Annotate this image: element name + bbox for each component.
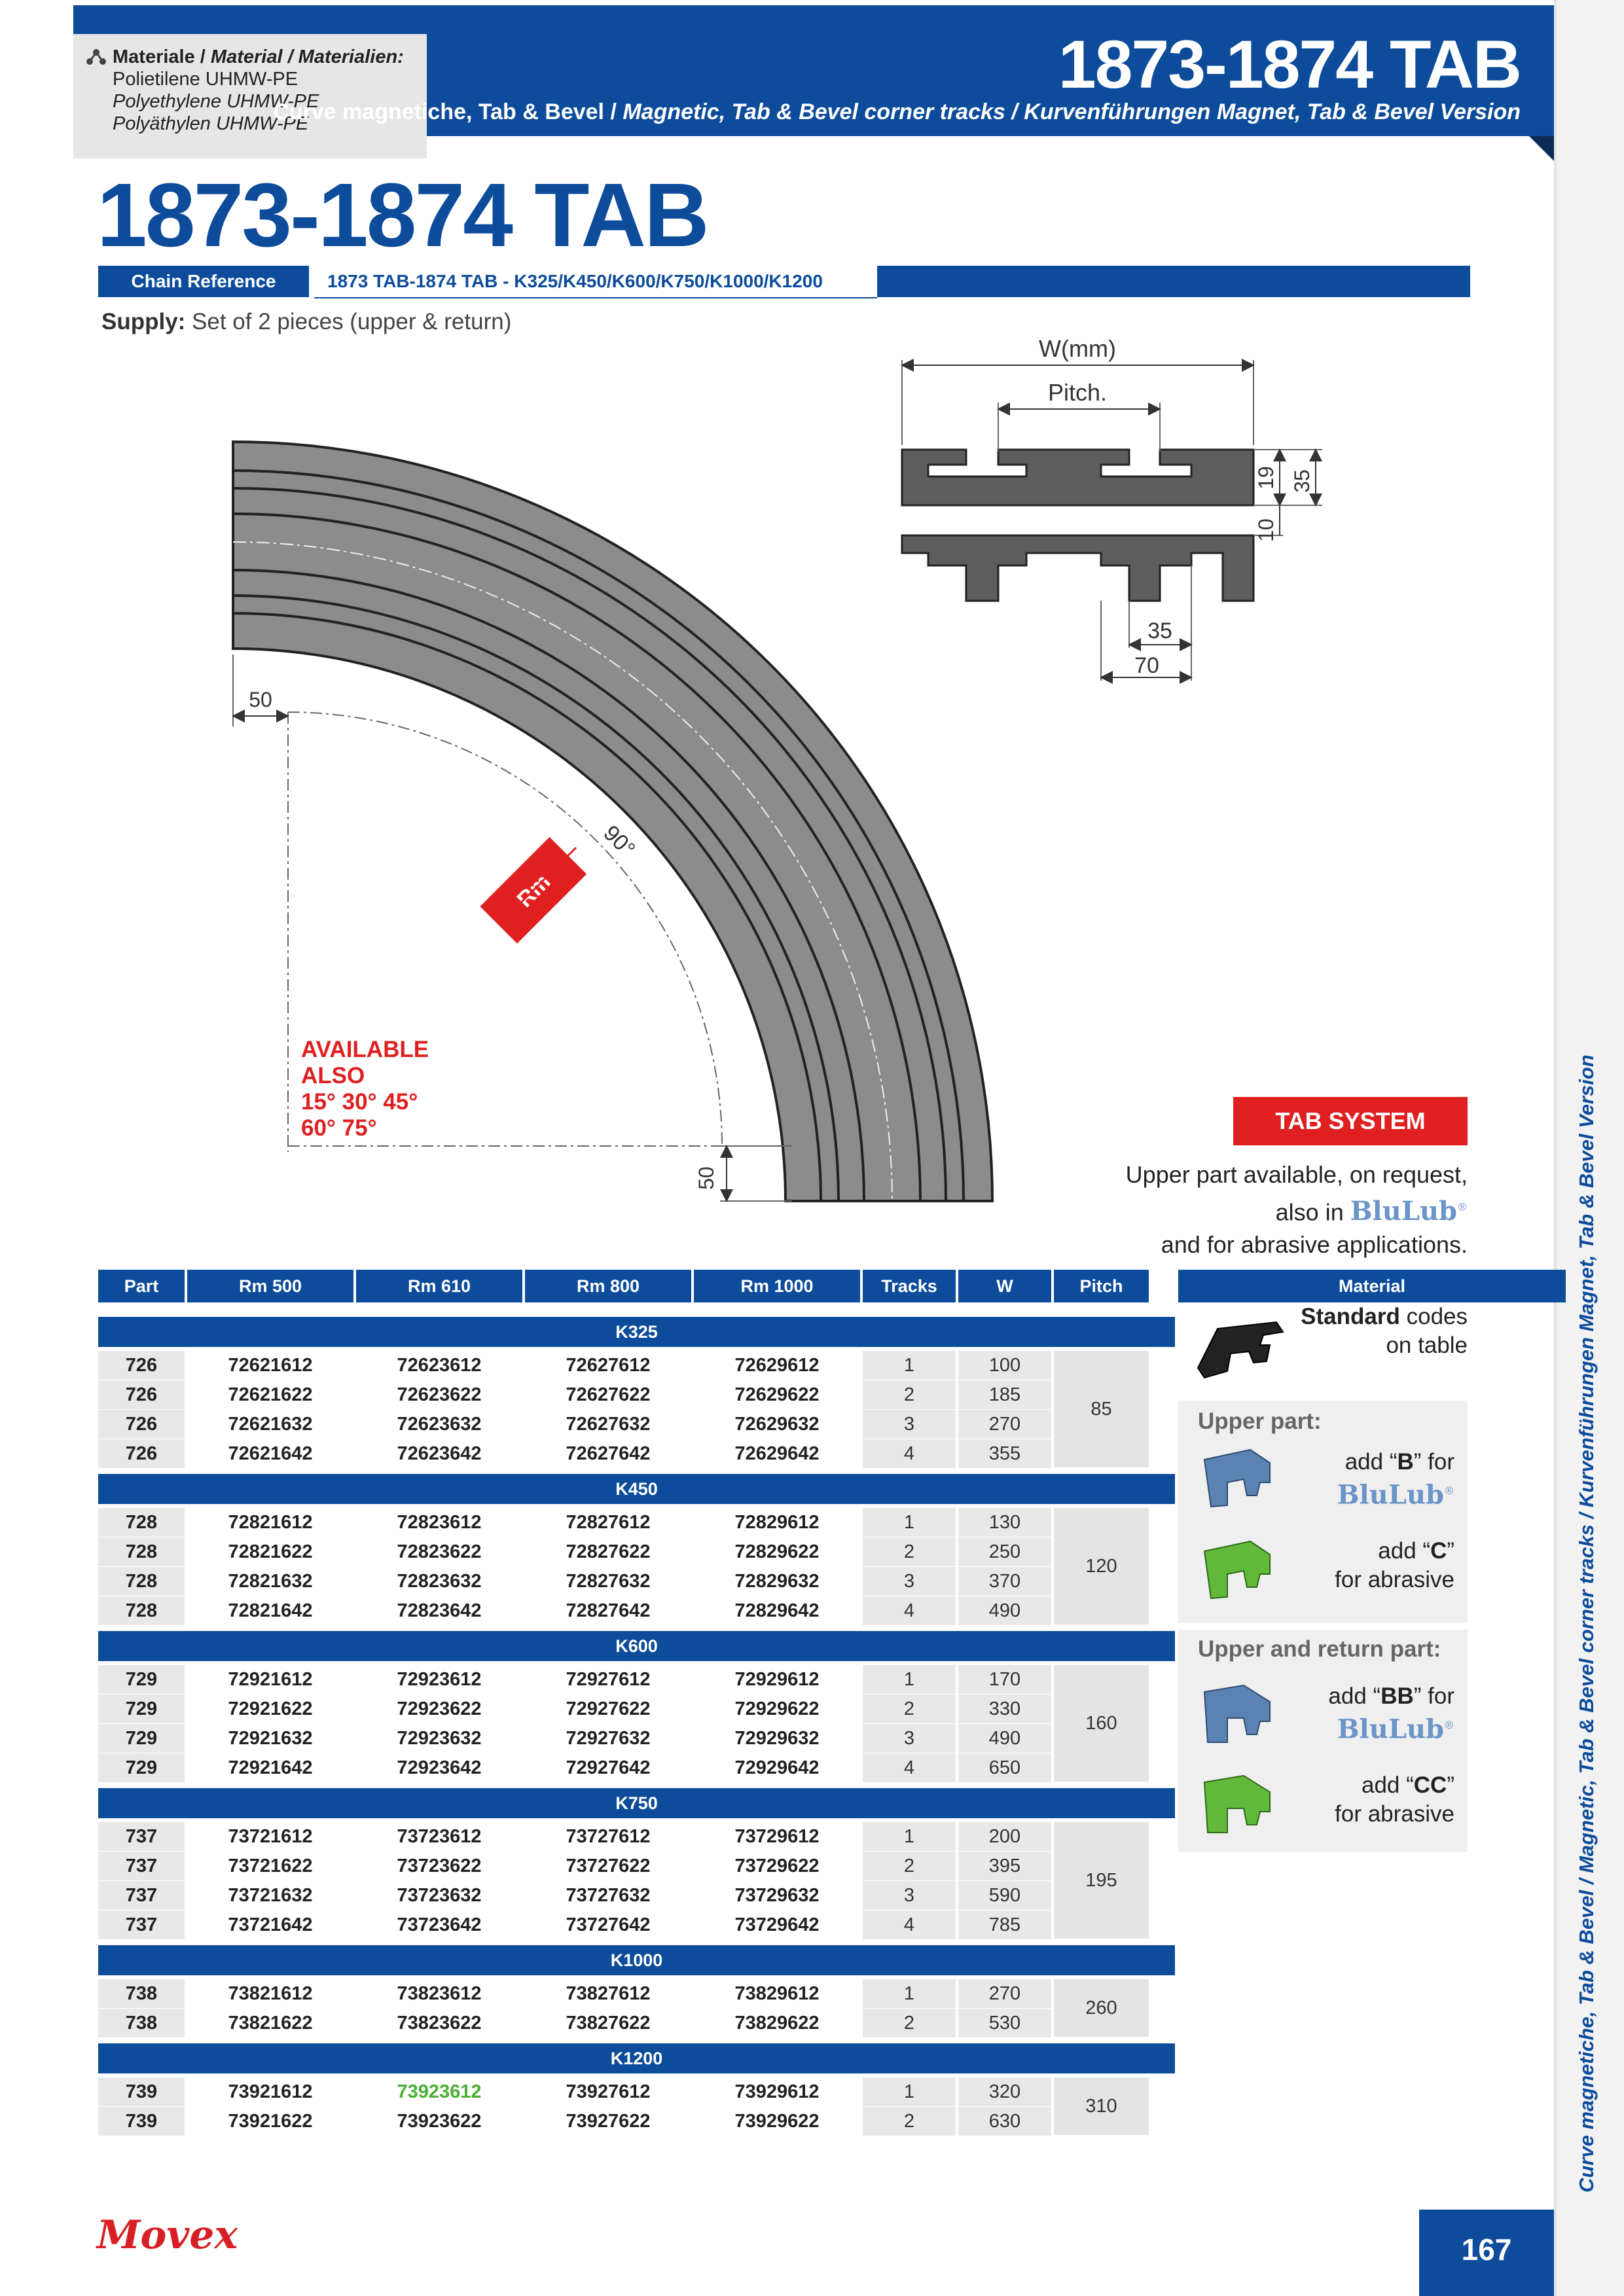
page-title: 1873-1874 TAB — [97, 165, 708, 266]
abrasive-profile-icon — [1198, 1538, 1276, 1604]
header-subtitle-plain: Curve magnetiche, Tab & Bevel / — [273, 99, 623, 124]
upper-return-title: Upper and return part: — [1198, 1636, 1441, 1662]
rm500-cell: 72821622 — [228, 1541, 313, 1562]
dim-10: 10 — [1254, 518, 1278, 542]
rm610-cell: 72623632 — [397, 1414, 482, 1435]
rm500-cell: 73721642 — [228, 1914, 313, 1935]
tracks-cell: 4 — [903, 1443, 915, 1464]
tracks-cell: 1 — [903, 1983, 915, 2004]
tracks-cell: 1 — [903, 1512, 915, 1533]
table-header-cell: Tracks — [863, 1270, 956, 1302]
tab-system-note — [1060, 1158, 1468, 1261]
tracks-cell: 2 — [903, 1384, 915, 1405]
tracks-cell: 4 — [903, 1600, 915, 1621]
standard-rest: codes — [1399, 1304, 1468, 1329]
standard-bold: Standard — [1301, 1304, 1400, 1329]
rm800-cell: 72827612 — [566, 1512, 651, 1533]
rm1000-cell: 73729612 — [734, 1826, 820, 1847]
dim-19: 19 — [1254, 466, 1278, 490]
rm800-cell: 72827622 — [566, 1541, 651, 1562]
rm500-cell: 73921612 — [228, 2081, 313, 2102]
table-header-cell: Material — [1178, 1270, 1566, 1302]
rm500-cell: 72921612 — [228, 1669, 313, 1690]
upper-return-bb-text — [1328, 1682, 1454, 1744]
available-line-2: ALSO — [301, 1063, 365, 1088]
chain-reference-label: Chain Reference — [98, 266, 309, 297]
dim-50-bottom: 50 — [695, 1166, 718, 1190]
rm500-cell: 72621612 — [228, 1355, 313, 1376]
tracks-cell: 2 — [903, 1541, 915, 1562]
upper-c-text — [1335, 1537, 1454, 1594]
table-row — [98, 2107, 1080, 2136]
blulub-logo-text: BluLub — [1337, 1479, 1444, 1511]
rm800-cell: 72627632 — [566, 1414, 651, 1435]
header-title: 1873-1874 TAB — [1058, 27, 1521, 103]
table-row — [98, 1881, 1080, 1910]
part-cell: 737 — [125, 1914, 158, 1935]
blulub-mark: ® — [1457, 1201, 1468, 1213]
rm800-cell: 73727612 — [566, 1826, 651, 1847]
rm500-cell: 72921622 — [228, 1698, 313, 1719]
rm800-cell: 73827612 — [566, 1983, 651, 2004]
part-cell: 738 — [125, 2013, 158, 2034]
upper-return-cc-suffix: ” — [1447, 1772, 1454, 1798]
rm800-cell: 73727642 — [566, 1914, 651, 1935]
table-header-cell: Rm 1000 — [694, 1270, 860, 1302]
rm500-cell: 73721622 — [228, 1856, 313, 1876]
rm500-cell: 72621632 — [228, 1414, 313, 1435]
rm1000-cell: 73929622 — [734, 2111, 820, 2132]
rm610-cell: 73923622 — [397, 2111, 482, 2132]
table-row — [98, 2009, 1080, 2038]
tab-system-badge: TAB SYSTEM — [1233, 1097, 1468, 1145]
rm800-cell: 73727622 — [566, 1856, 651, 1876]
rm1000-cell: 72629622 — [734, 1384, 820, 1405]
part-cell: 738 — [125, 1983, 158, 2004]
rm800-cell: 72927622 — [566, 1698, 651, 1719]
part-cell: 728 — [125, 1600, 158, 1621]
part-cell: 728 — [125, 1541, 158, 1562]
molecule-icon — [86, 48, 106, 65]
table-row — [98, 1695, 1080, 1724]
w-cell: 530 — [988, 2013, 1021, 2034]
tab-system-line-3: and for abrasive applications. — [1161, 1231, 1468, 1259]
part-cell: 739 — [125, 2111, 158, 2132]
rm610-cell: 73723612 — [397, 1826, 482, 1847]
table-group-header: K750 — [98, 1788, 1175, 1818]
w-cell: 185 — [988, 1384, 1021, 1405]
w-cell: 250 — [988, 1541, 1021, 1562]
w-cell: 170 — [988, 1669, 1021, 1690]
w-cell: 490 — [988, 1600, 1021, 1621]
rm610-cell: 73823622 — [397, 2013, 482, 2034]
rm800-cell: 73727632 — [566, 1885, 651, 1906]
tracks-cell: 4 — [903, 1757, 915, 1778]
table-row — [98, 1753, 1080, 1783]
rm610-cell: 72823612 — [397, 1512, 482, 1533]
material-english: Polyethylene UHMW-PE — [113, 91, 319, 112]
rm610-cell: 72823622 — [397, 1541, 482, 1562]
abrasive-double-profile-icon — [1198, 1772, 1276, 1838]
pitch-cell: 195 — [1054, 1822, 1149, 1939]
rm610-cell: 73723642 — [397, 1914, 482, 1935]
table-row — [98, 1351, 1080, 1380]
w-cell: 100 — [988, 1355, 1021, 1376]
upper-return-bb-prefix: add “ — [1328, 1683, 1381, 1709]
blulub-mark: ® — [1444, 1484, 1454, 1497]
blulub-logo-text: BluLub — [1337, 1713, 1444, 1745]
part-cell: 737 — [125, 1856, 158, 1876]
upper-return-bb-code: BB — [1380, 1683, 1414, 1709]
w-cell: 370 — [988, 1571, 1021, 1592]
chain-reference-value: 1873 TAB-1874 TAB - K325/K450/K600/K750/K1000/K1200 — [327, 271, 823, 291]
blulub-logo-text: BluLub — [1350, 1196, 1457, 1227]
rm500-cell: 72921632 — [228, 1728, 313, 1749]
rm610-cell: 72923632 — [397, 1728, 482, 1749]
upper-c-prefix: add “ — [1378, 1538, 1431, 1564]
rm610-cell: 72623642 — [397, 1443, 482, 1464]
rm610-cell: 72823632 — [397, 1571, 482, 1592]
rm610-cell: 72923642 — [397, 1757, 482, 1778]
tracks-cell: 2 — [903, 2013, 915, 2034]
tracks-cell: 2 — [903, 1856, 915, 1876]
rm500-cell: 73721632 — [228, 1885, 313, 1906]
table-group-header: K600 — [98, 1631, 1175, 1661]
pitch-cell: 260 — [1054, 1979, 1149, 2037]
pitch-cell: 85 — [1054, 1351, 1149, 1467]
w-cell: 320 — [988, 2081, 1021, 2102]
table-row — [98, 1724, 1080, 1753]
rm500-cell: 72821642 — [228, 1600, 313, 1621]
rm1000-cell: 72629612 — [734, 1355, 820, 1376]
upper-return-cc-code: CC — [1413, 1772, 1447, 1798]
table-group-header: K325 — [98, 1317, 1175, 1347]
available-line-1: AVAILABLE — [301, 1037, 429, 1062]
rm610-cell: 73923612 — [397, 2081, 482, 2102]
tracks-cell: 2 — [903, 2111, 915, 2132]
tracks-cell: 3 — [903, 1885, 915, 1906]
table-header-cell: Rm 610 — [356, 1270, 522, 1302]
rm1000-cell: 73729642 — [734, 1914, 820, 1935]
part-cell: 729 — [125, 1757, 158, 1778]
rm610-cell: 72923612 — [397, 1669, 482, 1690]
tab-system-line-2-prefix: also in — [1275, 1198, 1350, 1226]
w-cell: 490 — [988, 1728, 1021, 1749]
part-cell: 729 — [125, 1669, 158, 1690]
part-cell: 728 — [125, 1571, 158, 1592]
side-vertical-caption: Curve magnetiche, Tab & Bevel / Magnetic, Tab & Bevel corner tracks / Kurvenführungen Magnet, Tab & Bevel Version — [1575, 1054, 1598, 2193]
tab-system-line-1: Upper part available, on request, — [1125, 1161, 1468, 1188]
rm500-cell: 73821612 — [228, 1983, 313, 2004]
blulub-double-profile-icon — [1198, 1682, 1276, 1748]
table-row — [98, 1910, 1080, 1940]
available-line-4: 60° 75° — [301, 1115, 377, 1141]
table-group-header: K450 — [98, 1474, 1175, 1504]
materials-box — [73, 34, 427, 158]
rm610-cell: 72923622 — [397, 1698, 482, 1719]
rm800-cell: 72927642 — [566, 1757, 651, 1778]
cross-section — [902, 335, 1322, 681]
w-cell: 590 — [988, 1885, 1021, 1906]
rm1000-cell: 72829612 — [734, 1512, 820, 1533]
rm1000-cell: 72929632 — [734, 1728, 820, 1749]
rm610-cell: 73723622 — [397, 1856, 482, 1876]
dim-35-side: 35 — [1290, 469, 1314, 493]
tab-system-line-2 — [1060, 1191, 1468, 1229]
material-column — [1178, 1302, 1468, 1892]
rm1000-cell: 72829632 — [734, 1571, 820, 1592]
rm800-cell: 72927632 — [566, 1728, 651, 1749]
dim-50-left: 50 — [249, 688, 272, 711]
tracks-cell: 4 — [903, 1914, 915, 1935]
rm800-cell: 72627622 — [566, 1384, 651, 1405]
side-divider — [1554, 0, 1557, 2296]
table-row — [98, 2077, 1080, 2107]
table-row — [98, 1537, 1080, 1567]
tracks-cell: 1 — [903, 1669, 915, 1690]
table-row — [98, 1822, 1080, 1852]
rm500-cell: 73821622 — [228, 2013, 313, 2034]
rm1000-cell: 73729632 — [734, 1885, 820, 1906]
upper-c-line-2: for abrasive — [1335, 1567, 1454, 1592]
w-cell: 785 — [988, 1914, 1021, 1935]
upper-return-cc-prefix: add “ — [1362, 1772, 1414, 1798]
rm610-cell: 72823642 — [397, 1600, 482, 1621]
table-row — [98, 1410, 1080, 1439]
table-row — [98, 1439, 1080, 1469]
rm1000-cell: 72629632 — [734, 1414, 820, 1435]
upper-b-text — [1337, 1448, 1454, 1509]
table-row — [98, 1979, 1080, 2009]
rm800-cell: 73927622 — [566, 2111, 651, 2132]
rm800-cell: 73827622 — [566, 2013, 651, 2034]
rm610-cell: 73723632 — [397, 1885, 482, 1906]
table-header-cell: Rm 800 — [525, 1270, 691, 1302]
w-cell: 330 — [988, 1698, 1021, 1719]
blulub-logo — [1337, 1477, 1454, 1509]
rm1000-cell: 73929612 — [734, 2081, 820, 2102]
standard-line-2: on table — [1386, 1333, 1468, 1358]
tracks-cell: 2 — [903, 1698, 915, 1719]
table-group-header: K1000 — [98, 1945, 1175, 1975]
rm500-cell: 73721612 — [228, 1826, 313, 1847]
part-cell: 739 — [125, 2081, 158, 2102]
material-italian: Polietilene UHMW-PE — [113, 69, 298, 90]
curve-drawing — [0, 314, 1375, 1230]
rm800-cell: 72627642 — [566, 1443, 651, 1464]
table-header-cell: W — [958, 1270, 1051, 1302]
w-cell: 200 — [988, 1826, 1021, 1847]
upper-return-bb-suffix: ” for — [1413, 1683, 1454, 1709]
pitch-cell: 310 — [1054, 2077, 1149, 2135]
header-subtitle-italic: Magnetic, Tab & Bevel corner tracks / Kurvenführungen Magnet, Tab & Bevel Version — [623, 99, 1521, 124]
w-cell: 130 — [988, 1512, 1021, 1533]
rm500-cell: 72821612 — [228, 1512, 313, 1533]
table-row — [98, 1567, 1080, 1596]
materials-heading — [113, 46, 427, 68]
tracks-cell: 1 — [903, 1826, 915, 1847]
rm610-cell: 72623612 — [397, 1355, 482, 1376]
tracks-cell: 3 — [903, 1571, 915, 1592]
standard-text — [1301, 1302, 1468, 1360]
part-cell: 729 — [125, 1728, 158, 1749]
table-row — [98, 1596, 1080, 1626]
rm1000-cell: 73829622 — [734, 2013, 820, 2034]
rm800-cell: 73927612 — [566, 2081, 651, 2102]
rm500-cell: 73921622 — [228, 2111, 313, 2132]
dim-35-bottom: 35 — [1147, 619, 1172, 643]
upper-b-code: B — [1397, 1449, 1414, 1475]
supply-text: Set of 2 pieces (upper & return) — [185, 309, 512, 334]
w-cell: 270 — [988, 1414, 1021, 1435]
blulub-mark: ® — [1444, 1719, 1454, 1731]
rm1000-cell: 72929642 — [734, 1757, 820, 1778]
rm1000-cell: 72829642 — [734, 1600, 820, 1621]
rm800-cell: 72927612 — [566, 1669, 651, 1690]
upper-part-title: Upper part: — [1198, 1408, 1322, 1434]
w-cell: 630 — [988, 2111, 1021, 2132]
part-cell: 729 — [125, 1698, 158, 1719]
header-subtitle — [273, 99, 1521, 125]
movex-logo: Movex — [97, 2212, 238, 2258]
w-cell: 355 — [988, 1443, 1021, 1464]
upper-return-cc-line-2: for abrasive — [1335, 1801, 1454, 1827]
table-header-cell: Part — [98, 1270, 185, 1302]
upper-return-cc-text — [1335, 1771, 1454, 1829]
rm1000-cell: 72929622 — [734, 1698, 820, 1719]
tracks-cell: 3 — [903, 1728, 915, 1749]
rm500-cell: 72621642 — [228, 1443, 313, 1464]
rm500-cell: 72921642 — [228, 1757, 313, 1778]
rm610-cell: 72623622 — [397, 1384, 482, 1405]
dim-w: W(mm) — [1039, 335, 1116, 362]
header-corner-decoration — [1529, 136, 1554, 161]
upper-c-code: C — [1430, 1538, 1447, 1564]
rm1000-cell: 72629642 — [734, 1443, 820, 1464]
table-row — [98, 1508, 1080, 1537]
part-cell: 726 — [125, 1384, 158, 1405]
table-header-cell: Rm 500 — [187, 1270, 353, 1302]
blulub-logo — [1328, 1711, 1454, 1744]
part-cell: 737 — [125, 1826, 158, 1847]
rm500-cell: 72821632 — [228, 1571, 313, 1592]
dim-70: 70 — [1134, 653, 1159, 678]
dim-pitch: Pitch. — [1047, 379, 1108, 406]
rm500-cell: 72621622 — [228, 1384, 313, 1405]
blulub-logo — [1350, 1196, 1468, 1227]
rm1000-cell: 73829612 — [734, 1983, 820, 2004]
upper-b-prefix: add “ — [1344, 1449, 1398, 1475]
table-row — [98, 1852, 1080, 1881]
available-line-3: 15° 30° 45° — [301, 1089, 418, 1115]
page-number: 167 — [1461, 2233, 1512, 2267]
part-cell: 728 — [125, 1512, 158, 1533]
table-header-cell: Pitch — [1054, 1270, 1149, 1302]
materials-heading-italic: Material / Materialien: — [210, 46, 404, 67]
blulub-profile-icon — [1198, 1446, 1276, 1512]
pitch-cell: 160 — [1054, 1665, 1149, 1782]
pitch-cell: 120 — [1054, 1508, 1149, 1624]
materials-heading-plain: Materiale / — [113, 46, 211, 67]
rm800-cell: 72827632 — [566, 1571, 651, 1592]
upper-b-suffix: ” for — [1413, 1449, 1454, 1475]
tracks-cell: 1 — [903, 1355, 915, 1376]
w-cell: 395 — [988, 1856, 1021, 1876]
supply-label: Supply: — [101, 309, 186, 334]
upper-c-suffix: ” — [1447, 1538, 1454, 1564]
part-cell: 726 — [125, 1443, 158, 1464]
part-cell: 737 — [125, 1885, 158, 1906]
table-row — [98, 1665, 1080, 1695]
standard-profile-icon — [1191, 1316, 1290, 1381]
rm1000-cell: 73729622 — [734, 1856, 820, 1876]
rm610-cell: 73823612 — [397, 1983, 482, 2004]
table-group-header: K1200 — [98, 2043, 1175, 2073]
table-row — [98, 1380, 1080, 1410]
angle-label: 90° — [598, 820, 640, 863]
part-cell: 726 — [125, 1414, 158, 1435]
tracks-cell: 1 — [903, 2081, 915, 2102]
w-cell: 270 — [988, 1983, 1021, 2004]
rm1000-cell: 72929612 — [734, 1669, 820, 1690]
rm800-cell: 72827642 — [566, 1600, 651, 1621]
part-cell: 726 — [125, 1355, 158, 1376]
material-german: Polyäthylen UHMW-PE — [113, 113, 309, 134]
rm1000-cell: 72829622 — [734, 1541, 820, 1562]
w-cell: 650 — [988, 1757, 1021, 1778]
rm800-cell: 72627612 — [566, 1355, 651, 1376]
tracks-cell: 3 — [903, 1414, 915, 1435]
